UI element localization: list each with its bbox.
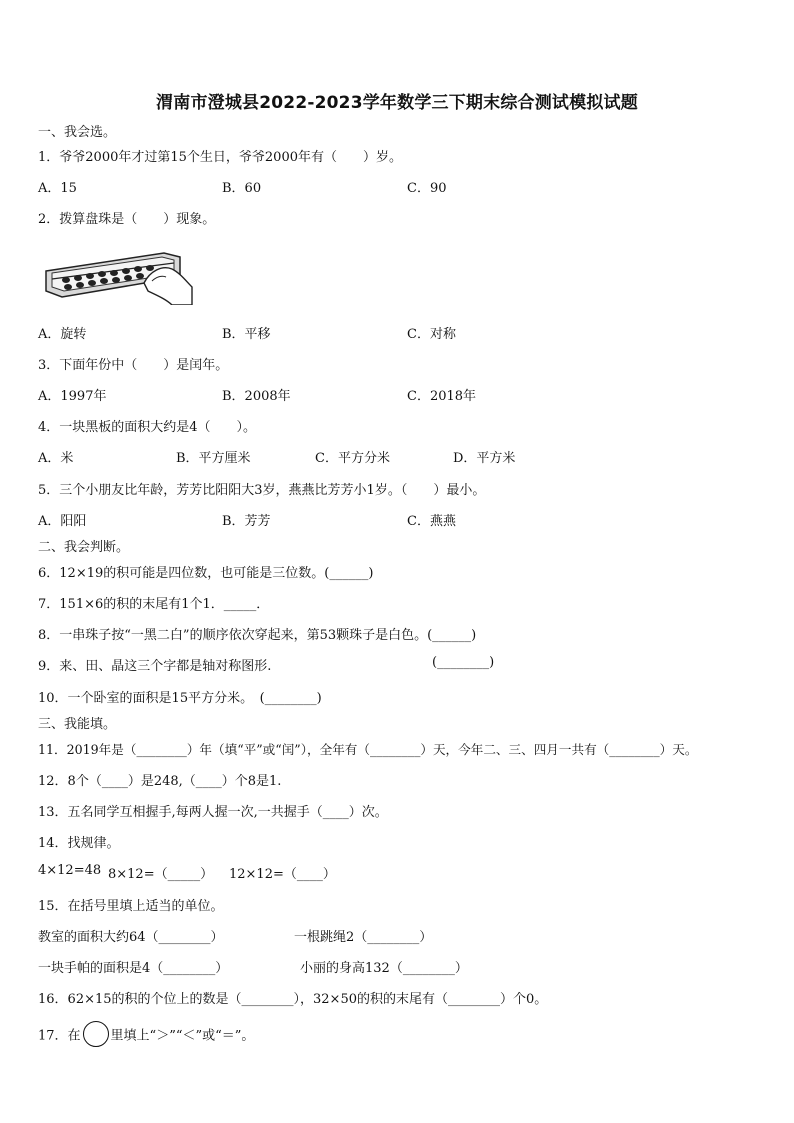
question-1: 1．爷爷2000年才过第15个生日，爷爷2000年有（ ）岁。 — [38, 150, 402, 165]
q4-option-b: B．平方厘米 — [176, 451, 251, 466]
question-11: 11．2019年是（________）年（填“平”或“闰”），全年有（________）天，今年二、三、四月一共有（________）天。 — [38, 742, 698, 757]
q3-option-c: C．2018年 — [407, 389, 477, 404]
page-title: 渭南市澄城县2022-2023学年数学三下期末综合测试模拟试题 — [156, 93, 638, 113]
q15-item-d: 小丽的身高132（________） — [300, 961, 468, 976]
question-4: 4．一块黑板的面积大约是4（ ）。 — [38, 420, 257, 435]
q15-item-b: 一根跳绳2（________） — [294, 930, 433, 945]
question-6: 6．12×19的积可能是四位数，也可能是三位数。(______) — [38, 566, 374, 581]
q15-item-c: 一块手帕的面积是4（________） — [38, 961, 229, 976]
question-17 — [38, 1023, 254, 1049]
question-2: 2．拨算盘珠是（ ）现象。 — [38, 212, 216, 227]
q14-expression-1: 4×12=48 — [38, 863, 102, 878]
q5-option-b: B．芳芳 — [222, 514, 271, 529]
section-heading-2: 二、我会判断。 — [38, 540, 130, 555]
comparison-circle-blank — [83, 1021, 109, 1047]
q5-option-a: A．阳阳 — [38, 514, 87, 529]
question-9: 9．来、田、晶这三个字都是轴对称图形. — [38, 659, 272, 674]
q2-option-b: B．平移 — [222, 327, 271, 342]
abacus-hand-image — [44, 243, 194, 305]
q1-option-b: B．60 — [222, 181, 262, 196]
question-16: 16．62×15的积的个位上的数是（________），32×50的积的末尾有（________）个0。 — [38, 992, 548, 1007]
question-5: 5．三个小朋友比年龄，芳芳比阳阳大3岁，燕燕比芳芳小1岁。（ ）最小。 — [38, 483, 486, 498]
q14-expression-2: 8×12=（_____） — [108, 867, 214, 882]
q3-option-b: B．2008年 — [222, 389, 291, 404]
q3-option-a: A．1997年 — [38, 389, 107, 404]
q17-text-prefix: 17．在 — [38, 1028, 81, 1044]
question-15: 15．在括号里填上适当的单位。 — [38, 899, 224, 914]
question-8: 8．一串珠子按“一黑二白”的顺序依次穿起来，第53颗珠子是白色。(______) — [38, 628, 477, 643]
q1-option-a: A．15 — [38, 181, 77, 196]
q2-option-a: A．旋转 — [38, 327, 87, 342]
question-13: 13．五名同学互相握手,每两人握一次,一共握手（____）次。 — [38, 805, 388, 820]
q17-text-suffix: 里填上“＞”“＜”或“＝”。 — [110, 1028, 255, 1044]
q4-option-a: A．米 — [38, 451, 74, 466]
q5-option-c: C．燕燕 — [407, 514, 456, 529]
q15-item-a: 教室的面积大约64（________） — [38, 930, 224, 945]
section-heading-3: 三、我能填。 — [38, 717, 117, 732]
question-12: 12．8个（____）是248,（____）个8是1. — [38, 774, 282, 789]
q9-answer-blank: (________) — [432, 655, 495, 670]
q4-option-c: C．平方分米 — [315, 451, 390, 466]
q2-option-c: C．对称 — [407, 327, 456, 342]
q4-option-d: D．平方米 — [453, 451, 516, 466]
section-heading-1: 一、我会选。 — [38, 125, 117, 140]
q1-option-c: C．90 — [407, 181, 447, 196]
question-10: 10．一个卧室的面积是15平方分米。 (________) — [38, 691, 322, 706]
question-14: 14．找规律。 — [38, 836, 120, 851]
question-7: 7．151×6的积的末尾有1个1．_____． — [38, 597, 270, 612]
q14-expression-3: 12×12=（____） — [229, 867, 336, 882]
question-3: 3．下面年份中（ ）是闰年。 — [38, 358, 229, 373]
